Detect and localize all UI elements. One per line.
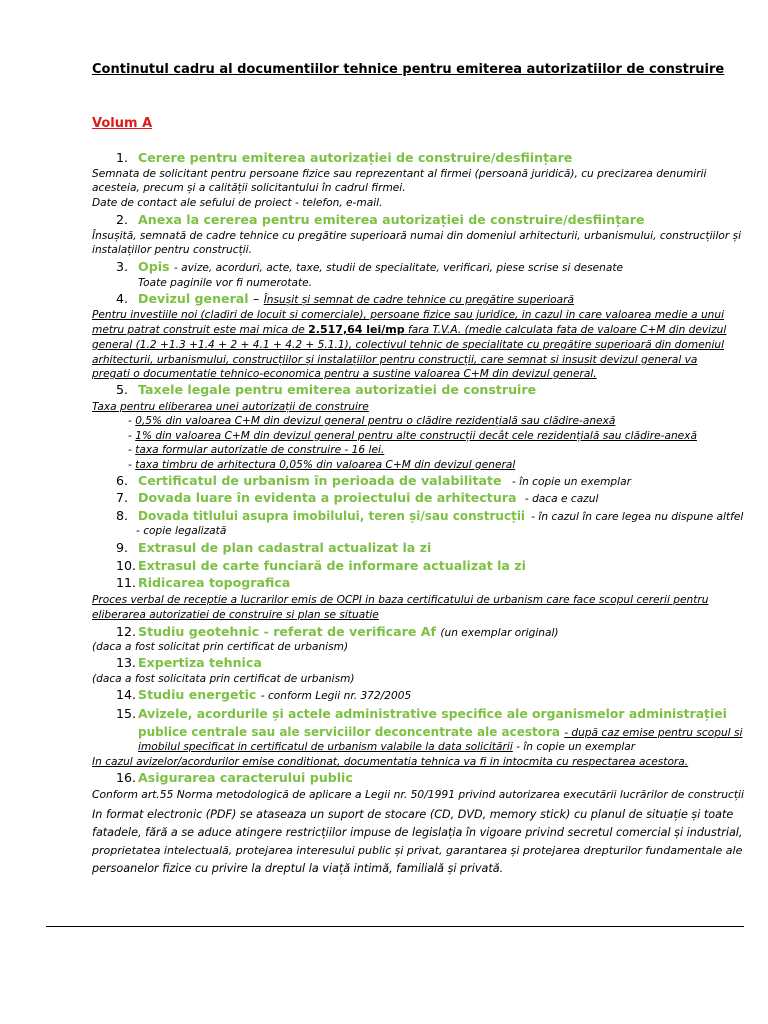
- body-text: imobilul specificat in certificatul de urbanism valabile la data solicitării: [138, 741, 513, 753]
- item-heading: [138, 508, 743, 525]
- item-note: - în copie un exemplar: [511, 476, 631, 488]
- bullet-item: - taxa timbru de arhitectura 0,05% din valoarea C+M din devizul general: [128, 459, 516, 471]
- body-line: fatadele, fără a se aduce atingere restricțiilor impuse de legislația în vigoare privind secretul comercial și industrial,: [92, 826, 743, 839]
- body-line: [138, 740, 635, 754]
- bullet-text: taxa formular autorizatie de construire - 16 lei.: [135, 444, 385, 456]
- item-heading: Extrasul de plan cadastral actualizat la zi: [138, 540, 432, 555]
- body-line: persoanelor fizice cu privire la dreptul la viață intimă, familială și privată.: [92, 862, 504, 875]
- item-number: 9.: [116, 540, 129, 555]
- item-heading: [138, 259, 623, 276]
- body-line: [92, 323, 726, 337]
- item-heading-text: Certificatul de urbanism în perioada de valabilitate: [138, 473, 502, 488]
- item-note: - conform Legii nr. 372/2005: [260, 690, 412, 702]
- body-text: metru patrat construit este mai mica de: [92, 324, 309, 336]
- item-heading-text: Studiu energetic: [138, 687, 257, 702]
- item-number: 2.: [116, 212, 129, 227]
- bullet-text: 1% din valoarea C+M din devizul general pentru alte construcții decât cele rezidențială sau clădire-anexă: [135, 430, 697, 442]
- item-heading: Ridicarea topografica: [138, 575, 291, 590]
- bullet-item: - 1% din valoarea C+M din devizul general pentru alte construcții decât cele rezidențială sau clădire-anexă: [128, 430, 697, 442]
- item-heading-text: publice centrale sau ale serviciilor deconcentrate ale acestora: [138, 725, 561, 739]
- document-title: Continutul cadru al documentiilor tehnice pentru emiterea autorizatiilor de construire: [92, 62, 725, 77]
- item-heading: Cerere pentru emiterea autorizației de construire/desființare: [138, 150, 573, 165]
- item-heading: [138, 473, 631, 490]
- item-number: 12.: [116, 624, 137, 639]
- item-heading: [138, 624, 559, 641]
- body-line: acesteia, precum și a calității solicitantului în cadrul firmei.: [92, 182, 406, 194]
- item-number: 8.: [116, 508, 129, 523]
- item-number: 14.: [116, 687, 137, 702]
- item-heading: Extrasul de carte funciară de informare actualizat la zi: [138, 558, 526, 573]
- price-per-sqm: 2.517,64 lei/mp: [308, 323, 405, 336]
- body-text: - în copie un exemplar: [512, 741, 636, 753]
- item-note: - daca e cazul: [524, 493, 599, 505]
- body-line: arhitecturii, urbanismului, construcțiilor și instalațiilor pentru construcții, care semnat si insusit devizul general va: [92, 354, 698, 366]
- item-number: 11.: [116, 575, 137, 590]
- item-heading-text: Dovada luare în evidenta a proiectului de arhitectura: [138, 490, 517, 505]
- item-number: 13.: [116, 655, 137, 670]
- body-line: Semnata de solicitant pentru persoane fizice sau reprezentant al firmei (persoană juridică), cu precizarea denumirii: [92, 168, 707, 180]
- item-heading: [138, 291, 574, 308]
- body-line: Toate paginile vor fi numerotate.: [138, 277, 313, 289]
- body-line: In cazul avizelor/acordurilor emise conditionat, documentatia tehnica va fi in intocmita cu respectarea acestora.: [92, 756, 689, 768]
- body-line: Taxa pentru eliberarea unei autorizații de construire: [92, 401, 369, 413]
- item-number: 4.: [116, 291, 129, 306]
- item-number: 16.: [116, 770, 137, 785]
- item-heading: Avizele, acordurile și actele administrative specifice ale organismelor administrației: [138, 706, 727, 721]
- item-heading: Expertiza tehnica: [138, 655, 262, 670]
- item-heading-text: Opis: [138, 259, 170, 274]
- body-line: (daca a fost solicitat prin certificat de urbanism): [92, 641, 349, 653]
- footer-divider: [46, 926, 744, 927]
- item-heading-continued: [138, 724, 742, 741]
- item-heading-text: Studiu geotehnic - referat de verificare Af: [138, 624, 436, 639]
- body-text: fara T.V.A. (medie calculata fata de valoare C+M din devizul: [404, 324, 727, 336]
- item-heading: [138, 490, 598, 507]
- bullet-item: - 0,5% din valoarea C+M din devizul general pentru o clădire rezidențială sau clădire-anexă: [128, 415, 616, 427]
- body-line: (daca a fost solicitata prin certificat de urbanism): [92, 673, 355, 685]
- bullet-item: - taxa formular autorizatie de construire - 16 lei.: [128, 444, 385, 456]
- item-number: 7.: [116, 490, 129, 505]
- item-number: 6.: [116, 473, 129, 488]
- item-heading: Anexa la cererea pentru emiterea autorizației de construire/desființare: [138, 212, 645, 227]
- item-number: 5.: [116, 382, 129, 397]
- item-number: 3.: [116, 259, 129, 274]
- body-line: Date de contact ale sefului de proiect - telefon, e-mail.: [92, 197, 383, 209]
- item-dash: –: [253, 291, 260, 306]
- item-note: - după caz emise pentru scopul si: [564, 727, 743, 739]
- body-line: In format electronic (PDF) se ataseaza un suport de stocare (CD, DVD, memory stick) cu planul de situație și toate: [92, 808, 734, 821]
- item-number: 15.: [116, 706, 137, 721]
- body-line: Proces verbal de receptie a lucrarilor emis de OCPI in baza certificatului de urbanism care face scopul cererii pentru: [92, 594, 709, 606]
- body-line: instalațiilor pentru construcții.: [92, 244, 252, 256]
- item-note: Însușit și semnat de cadre tehnice cu pregătire superioară: [263, 294, 574, 306]
- item-heading: [138, 687, 411, 704]
- item-note: - în cazul în care legea nu dispune altfel: [531, 511, 744, 523]
- item-heading-text: Dovada titlului asupra imobilului, teren și/sau construcții: [138, 509, 526, 523]
- bullet-text: 0,5% din valoarea C+M din devizul general pentru o clădire rezidențială sau clădire-anexă: [135, 415, 616, 427]
- body-line: Conform art.55 Norma metodologică de aplicare a Legii nr. 50/1991 privind autorizarea executării lucrărilor de construcții: [92, 788, 744, 801]
- body-line: proprietatea intelectuală, protejarea interesului public și privat, garantarea și protejarea drepturilor fundamentale ale: [92, 844, 743, 857]
- item-note: (un exemplar original): [440, 627, 559, 639]
- item-heading: Asigurarea caracterului public: [138, 770, 353, 785]
- volume-heading: Volum A: [92, 116, 153, 131]
- body-line: - copie legalizată: [136, 525, 227, 537]
- item-heading: Taxele legale pentru emiterea autorizatiei de construire: [138, 382, 537, 397]
- body-line: pregati o documentatie tehnico-economica pentru a sustine valoarea C+M din devizul general.: [92, 368, 597, 380]
- item-number: 1.: [116, 150, 129, 165]
- item-heading-text: Devizul general: [138, 291, 249, 306]
- body-line: general (1.2 +1.3 +1.4 + 2 + 4.1 + 4.2 + 5.1.1), colectivul tehnic de specialitate cu pregătire superioară din domeniul: [92, 339, 725, 351]
- item-number: 10.: [116, 558, 137, 573]
- item-note: - avize, acorduri, acte, taxe, studii de specialitate, verificari, piese scrise si desenate: [173, 262, 623, 274]
- bullet-text: taxa timbru de arhitectura 0,05% din valoarea C+M din devizul general: [135, 459, 516, 471]
- body-line: eliberarea autorizatiei de construire si plan se situatie: [92, 609, 379, 621]
- body-line: Pentru investiile noi (cladiri de locuit si comerciale), persoane fizice sau juridice, in cazul in care valoarea medie a unui: [92, 309, 725, 321]
- body-line: Însușită, semnată de cadre tehnice cu pregătire superioară numai din domeniul arhitecturii, urbanismului, construcțiilor și: [92, 230, 742, 242]
